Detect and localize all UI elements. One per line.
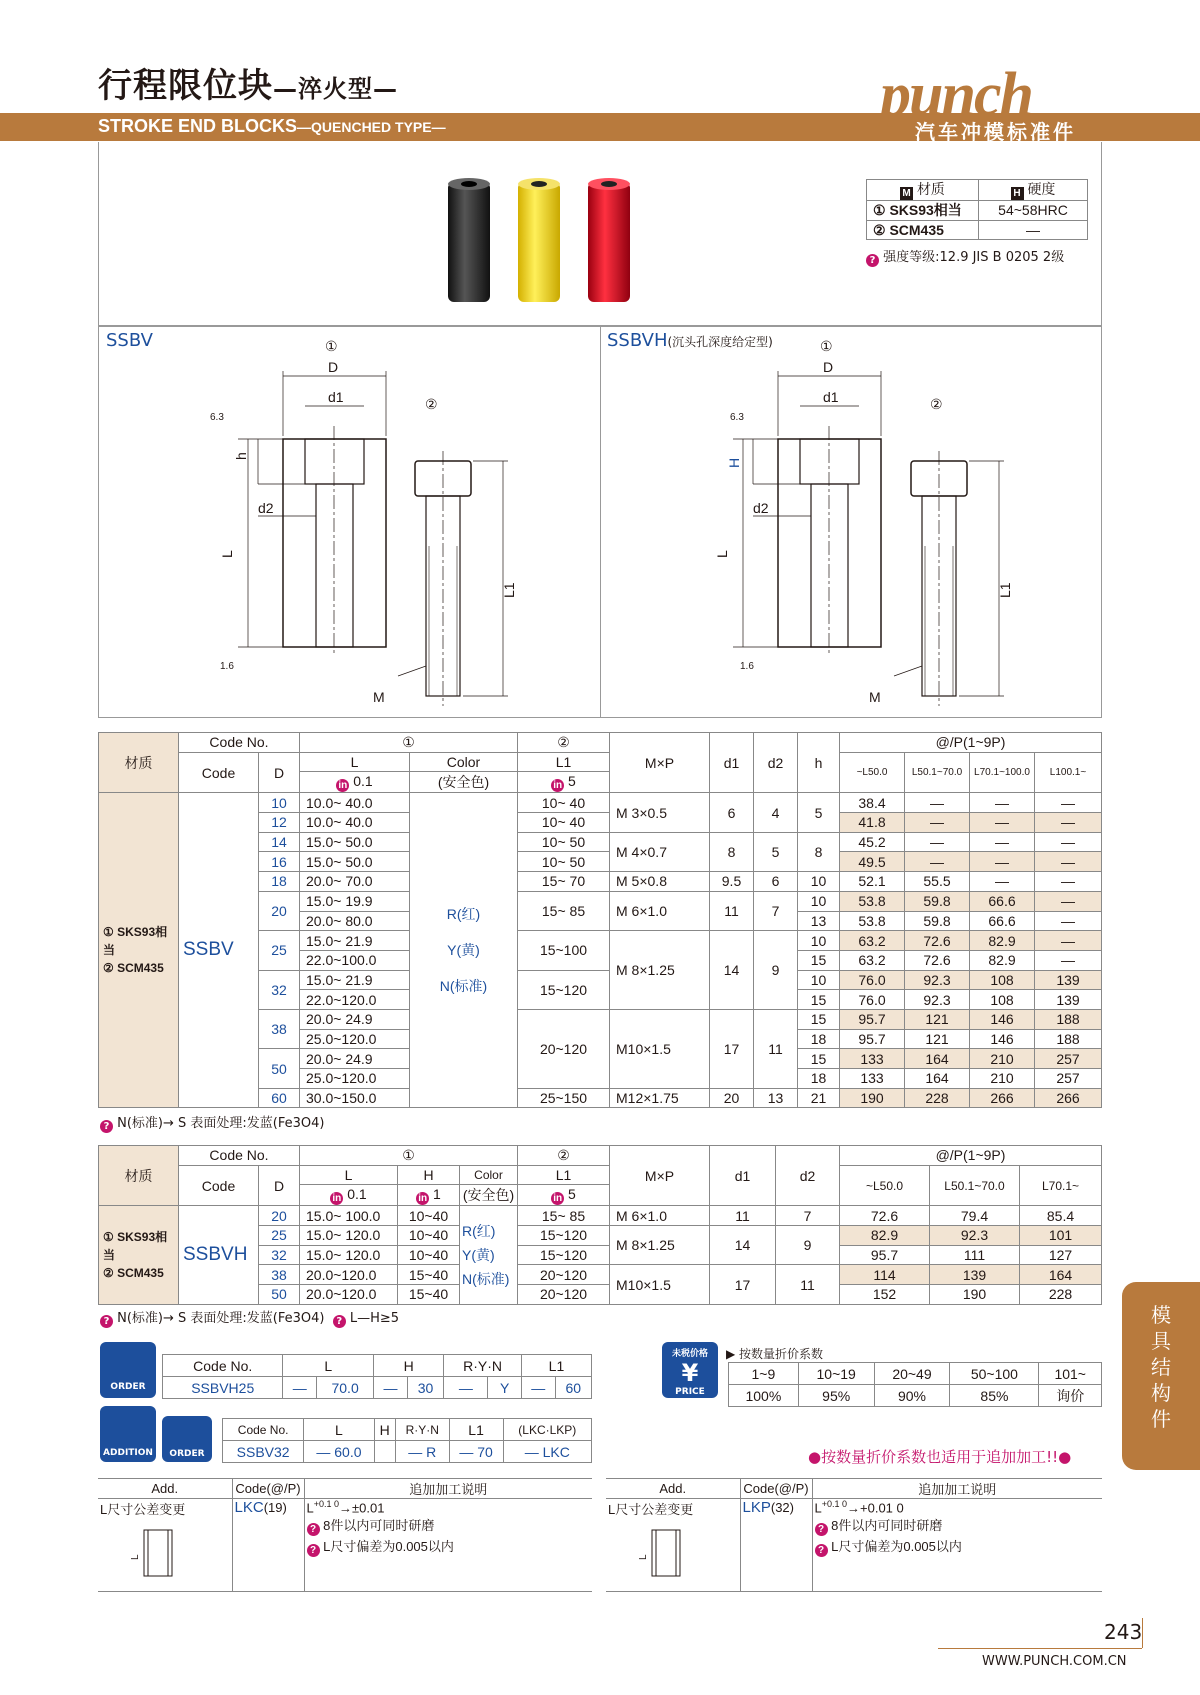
order-example-table: Code No. L H R·Y·N L1 SSBVH25 — 70.0 — 30 — Y — 60 (162, 1354, 592, 1399)
dim-H: H (726, 457, 742, 468)
dim-L1: L1 (997, 582, 1013, 598)
discount-note: ●按数量折价系数也适用于追加加工!!● (808, 1448, 1072, 1466)
dim-D: D (823, 359, 834, 375)
page-title: 行程限位块—淬火型— (98, 66, 398, 106)
callout-1: ① (325, 338, 338, 354)
dim-M: M (869, 689, 881, 705)
page-title-en: STROKE END BLOCKS—QUENCHED TYPE— (98, 116, 446, 136)
side-tab[interactable]: 模具结构件 (1122, 1282, 1200, 1470)
order-icon: ORDER (100, 1342, 156, 1398)
quantity-discount-table: 1~9 10~19 20~49 50~100 101~ 100% 95% 90% 85% 询价 (728, 1362, 1102, 1407)
punch-logo: punch (880, 61, 1032, 129)
dim-h: h (233, 452, 249, 460)
roughness-6-3: 6.3 (210, 412, 224, 423)
footer-url[interactable]: WWW.PUNCH.COM.CN (982, 1654, 1127, 1669)
lkc-diagram (126, 1526, 186, 1586)
page-number: 243 (1104, 1620, 1143, 1644)
dim-d2: d2 (753, 500, 769, 516)
info-icon: ? (866, 254, 879, 267)
addproc-table-right: Add. Code(@/P) 追加加工说明 L尺寸公差变更 L LKP(32) $L^{+0.1 0}\to+0.01$ 0 ? 8件以内可同时研磨 ? L尺寸偏差为0.005以内 (606, 1478, 1102, 1592)
product-photo (440, 170, 640, 320)
dim-d2: d2 (258, 500, 274, 516)
callout-2: ② (425, 396, 438, 412)
dim-L: L (714, 550, 730, 558)
material-table: M 材质 H 硬度 ① SKS93相当 54~58HRC ② SCM435 — (866, 179, 1088, 240)
ssbvh-diagram-label: SSBVH(沉头孔深度给定型) (607, 330, 773, 351)
addition-icon: ADDITION (100, 1406, 156, 1462)
price-icon: 未税价格 ¥ PRICE (662, 1342, 718, 1398)
ssbv-diagram-label: SSBV (106, 330, 153, 351)
dim-M: M (373, 689, 385, 705)
roughness-6-3: 6.3 (730, 412, 744, 423)
logo-subtitle: 汽车冲模标准件 (915, 120, 1076, 144)
callout-1: ① (820, 338, 833, 354)
price-title: ▶ 按数量折价系数 (726, 1347, 824, 1361)
ssbvh-drawing (600, 326, 1102, 718)
ssbv-drawing (98, 326, 600, 718)
ssbv-spec-table: 材质 Code No. ① ② M×P d1 d2 h @/P(1~9P) Code D L Color L1 ~L50.0 L50.1~70.0 L70.1~100.0 L100.1~ in 0.1 (安全色) in 5 ① SKS93相当 ② SCM435 SSBV 10 10.0~ 40.0 R(红) Y(黄) N(标准) 10~ 40 M 3×0.5 6 4 5 38.4 — — — 12 10.0~ 40.0 10~ 40 41.8 — — — 14 15.0~ 50.0 10~ 50 M 4×0.7 8 5 8 45.2 — — — 16 15.0~ 50.0 10~ 50 49.5 — — — 18 20.0~ 70.0 15~ 70 M 5×0.8 9.5 6 10 52.1 55.5 — — 20 15.0~ 19.9 15~ 85 M 6×1.0 11 7 10 53.8 59.8 66.6 — 20.0~ 80.0 13 53.8 59.8 66.6 — 25 15.0~ 21.9 15~100 M 8×1.25 14 9 10 63.2 72.6 82.9 — 22.0~100.0 15 63.2 72.6 82.9 — 32 15.0~ 21.9 15~120 10 76.0 92.3 108 139 22.0~120.0 15 76.0 92.3 108 139 38 20.0~ 24.9 20~120 M10×1.5 17 11 15 95.7 121 146 188 25.0~120.0 18 95.7 121 146 188 50 20.0~ 24.9 15 133 164 210 257 25.0~120.0 18 133 164 210 257 60 30.0~150.0 25~150 M12×1.75 20 13 21 190 228 266 266 (98, 732, 1102, 1108)
dim-D: D (328, 359, 339, 375)
svg-text:L: L (638, 1554, 649, 1560)
ssbv-note: ? N(标准)→ S 表面处理:发蓝(Fe3O4) (100, 1112, 324, 1133)
step-icon: in (336, 779, 349, 792)
ssbvh-note: ? N(标准)→ S 表面处理:发蓝(Fe3O4) ? L—H≥5 (100, 1307, 399, 1328)
step-icon: in (551, 779, 564, 792)
color-options: R(红) Y(黄) N(标准) (410, 793, 518, 1108)
callout-2: ② (930, 396, 943, 412)
dim-d1: d1 (328, 389, 344, 405)
dim-d1: d1 (823, 389, 839, 405)
dim-L1: L1 (501, 582, 517, 598)
ssbvh-spec-table: 材质 Code No. ① ② M×P d1 d2 @/P(1~9P) Code D L H Color L1 ~L50.0 L50.1~70.0 L70.1~ in 0.1 in 1 (安全色) in 5 ① SKS93相当 ② SCM435 SSBVH 20 15.0~ 100.0 10~40 R(红) Y(黄) N(标准) 15~ 85 M 6×1.0 11 7 72.6 79.4 85.4 25 15.0~ 120.0 10~40 15~120 M 8×1.25 14 9 82.9 92.3 101 32 15.0~ 120.0 10~40 15~120 95.7 111 127 38 20.0~120.0 15~40 20~120 M10×1.5 17 11 114 139 164 50 20.0~120.0 15~40 20~120 152 190 228 (98, 1145, 1102, 1305)
svg-text:L: L (130, 1554, 141, 1560)
lkp-diagram (634, 1526, 694, 1586)
roughness-1-6: 1.6 (220, 661, 234, 672)
roughness-1-6: 1.6 (740, 661, 754, 672)
addproc-table-left: Add. Code(@/P) 追加加工说明 L尺寸公差变更 L LKC(19) $L^{+0.1 0}\to\pm 0.01$ ? 8件以内可同时研磨 ? L尺寸偏差为0.005以内 (98, 1478, 592, 1592)
order-icon-2: ORDER (162, 1416, 212, 1462)
addition-example-table: Code No. L H R·Y·N L1 (LKC·LKP) SSBV32 — 60.0 — R — 70 — LKC (222, 1418, 592, 1463)
dim-L: L (219, 550, 235, 558)
color-options-2: R(红) Y(黄) N(标准) (460, 1206, 518, 1304)
strength-note: ? 强度等级:12.9 JIS B 0205 2级 (866, 246, 1064, 267)
